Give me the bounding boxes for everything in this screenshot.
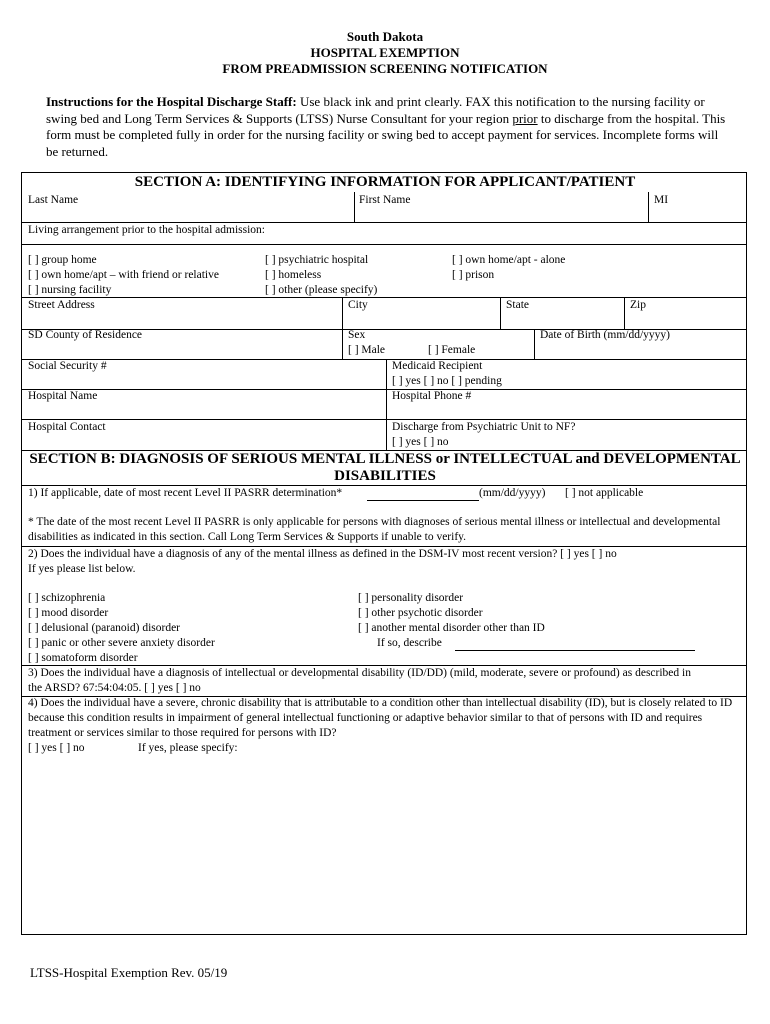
dx-other-psychotic-disorder[interactable]: [ ] other psychotic disorder — [358, 607, 483, 619]
ssn-label: Social Security # — [28, 360, 107, 372]
instructions-text-b: to discharge from the hospital. This form must be completed fully in order for the nursing facility or swing bed to accept payment for services. Incomplete forms will be returned. — [46, 110, 726, 159]
section-b-title-line1: SECTION B: DIAGNOSIS OF SERIOUS MENTAL ILLNESS or INTELLECTUAL and DEVELOPMENTAL — [29, 451, 741, 467]
section-a-title: SECTION A: IDENTIFYING INFORMATION FOR APPLICANT/PATIENT — [134, 174, 636, 190]
divider — [386, 359, 387, 450]
divider — [500, 297, 501, 329]
divider — [22, 359, 746, 360]
dx-mood-disorder[interactable]: [ ] mood disorder — [28, 607, 109, 619]
living-arrangement-label: Living arrangement prior to the hospital admission: — [28, 224, 265, 236]
divider — [22, 244, 746, 245]
form-body — [21, 172, 747, 935]
form-state: South Dakota — [346, 29, 424, 44]
q1-date-field[interactable] — [367, 500, 479, 501]
living-prison[interactable]: [ ] prison — [452, 269, 495, 281]
dx-delusional-disorder[interactable]: [ ] delusional (paranoid) disorder — [28, 622, 181, 634]
q2-list-instruction: If yes please list below. — [28, 563, 136, 575]
first-name-label: First Name — [359, 194, 411, 206]
divider — [354, 192, 355, 222]
city-label: City — [348, 299, 368, 311]
section-b-title-line2: DISABILITIES — [334, 468, 436, 484]
living-homeless[interactable]: [ ] homeless — [265, 269, 322, 281]
q1-text: 1) If applicable, date of most recent Level II PASRR determination* — [28, 487, 343, 499]
divider — [342, 329, 343, 359]
instructions-text-a: Use black ink and print clearly. FAX this notification to the nursing facility or swing bed and Long Term Services & Supports (LTSS) Nurse Consultant for your region — [46, 94, 705, 126]
divider — [648, 192, 649, 222]
divider — [624, 297, 625, 329]
sex-female[interactable]: [ ] Female — [428, 344, 476, 356]
q4-specify-label: If yes, please specify: — [138, 742, 238, 754]
form-title: HOSPITAL EXEMPTION — [310, 45, 460, 60]
state-label: State — [506, 299, 529, 311]
medicaid-options[interactable]: [ ] yes [ ] no [ ] pending — [392, 375, 502, 387]
q1-date-format: (mm/dd/yyyy) — [479, 487, 546, 499]
zip-label: Zip — [630, 299, 646, 311]
q3-text-line2[interactable]: the ARSD? 67:54:04:05. [ ] yes [ ] no — [28, 682, 201, 694]
q4-text: 4) Does the individual have a severe, chronic disability that is attributable to a condition other than intellectual disability (ID), but is closely related to ID because this condition results in impairment of general intellectual functioning or adaptive behavior similar to that of persons with ID and requires treatment or services similar to those required for persons with ID? — [28, 697, 733, 739]
street-address-label: Street Address — [28, 299, 95, 311]
living-other[interactable]: [ ] other (please specify) — [265, 284, 378, 296]
discharge-psych-options[interactable]: [ ] yes [ ] no — [392, 436, 449, 448]
last-name-label: Last Name — [28, 194, 79, 206]
hospital-contact-label: Hospital Contact — [28, 421, 106, 433]
dx-somatoform-disorder[interactable]: [ ] somatoform disorder — [28, 652, 138, 664]
mi-label: MI — [654, 194, 669, 206]
dx-personality-disorder[interactable]: [ ] personality disorder — [358, 592, 464, 604]
q4-options[interactable]: [ ] yes [ ] no — [28, 742, 85, 754]
q1-not-applicable[interactable]: [ ] not applicable — [565, 487, 644, 499]
discharge-psych-label: Discharge from Psychiatric Unit to NF? — [392, 421, 576, 433]
q1-note: * The date of the most recent Level II PASRR is only applicable for persons with diagnoses of serious mental illness or intellectual and developmental disabilities as indicated in this section. Call Long Term Services & Supports if unable to verify. — [28, 516, 721, 543]
instructions — [46, 94, 726, 160]
dx-another-mental-disorder[interactable]: [ ] another mental disorder other than ID — [358, 622, 545, 634]
form-subtitle: FROM PREADMISSION SCREENING NOTIFICATION — [222, 61, 548, 76]
hospital-phone-label: Hospital Phone # — [392, 390, 472, 402]
dob-label: Date of Birth (mm/dd/yyyy) — [540, 329, 670, 341]
instructions-prior: prior — [512, 110, 538, 126]
divider — [534, 329, 535, 359]
dx-anxiety-disorder[interactable]: [ ] panic or other severe anxiety disorder — [28, 637, 215, 649]
sex-male[interactable]: [ ] Male — [348, 344, 386, 356]
hospital-name-label: Hospital Name — [28, 390, 98, 402]
divider — [342, 297, 343, 329]
living-own-home-friend[interactable]: [ ] own home/apt – with friend or relative — [28, 269, 219, 281]
living-psychiatric-hospital[interactable]: [ ] psychiatric hospital — [265, 254, 369, 266]
q3-text-line1: 3) Does the individual have a diagnosis of intellectual or developmental disability (ID/DD) (mild, moderate, severe or profound) as described in — [28, 667, 691, 679]
instructions-label: Instructions for the Hospital Discharge Staff: — [46, 94, 297, 109]
divider — [22, 389, 746, 390]
living-nursing-facility[interactable]: [ ] nursing facility — [28, 284, 112, 296]
describe-field[interactable] — [455, 650, 695, 651]
dx-schizophrenia[interactable]: [ ] schizophrenia — [28, 592, 106, 604]
divider — [22, 419, 746, 420]
medicaid-label: Medicaid Recipient — [392, 360, 483, 372]
living-group-home[interactable]: [ ] group home — [28, 254, 97, 266]
q4-specify-field[interactable] — [28, 758, 740, 928]
county-label: SD County of Residence — [28, 329, 143, 341]
sex-label: Sex — [348, 329, 366, 341]
living-own-home-alone[interactable]: [ ] own home/apt - alone — [452, 254, 566, 266]
describe-label: If so, describe — [377, 637, 442, 649]
footer-revision: LTSS-Hospital Exemption Rev. 05/19 — [30, 965, 228, 980]
q2-text: 2) Does the individual have a diagnosis of any of the mental illness as defined in the DSM-IV most recent version? [ ] yes [ ] no — [28, 548, 617, 560]
